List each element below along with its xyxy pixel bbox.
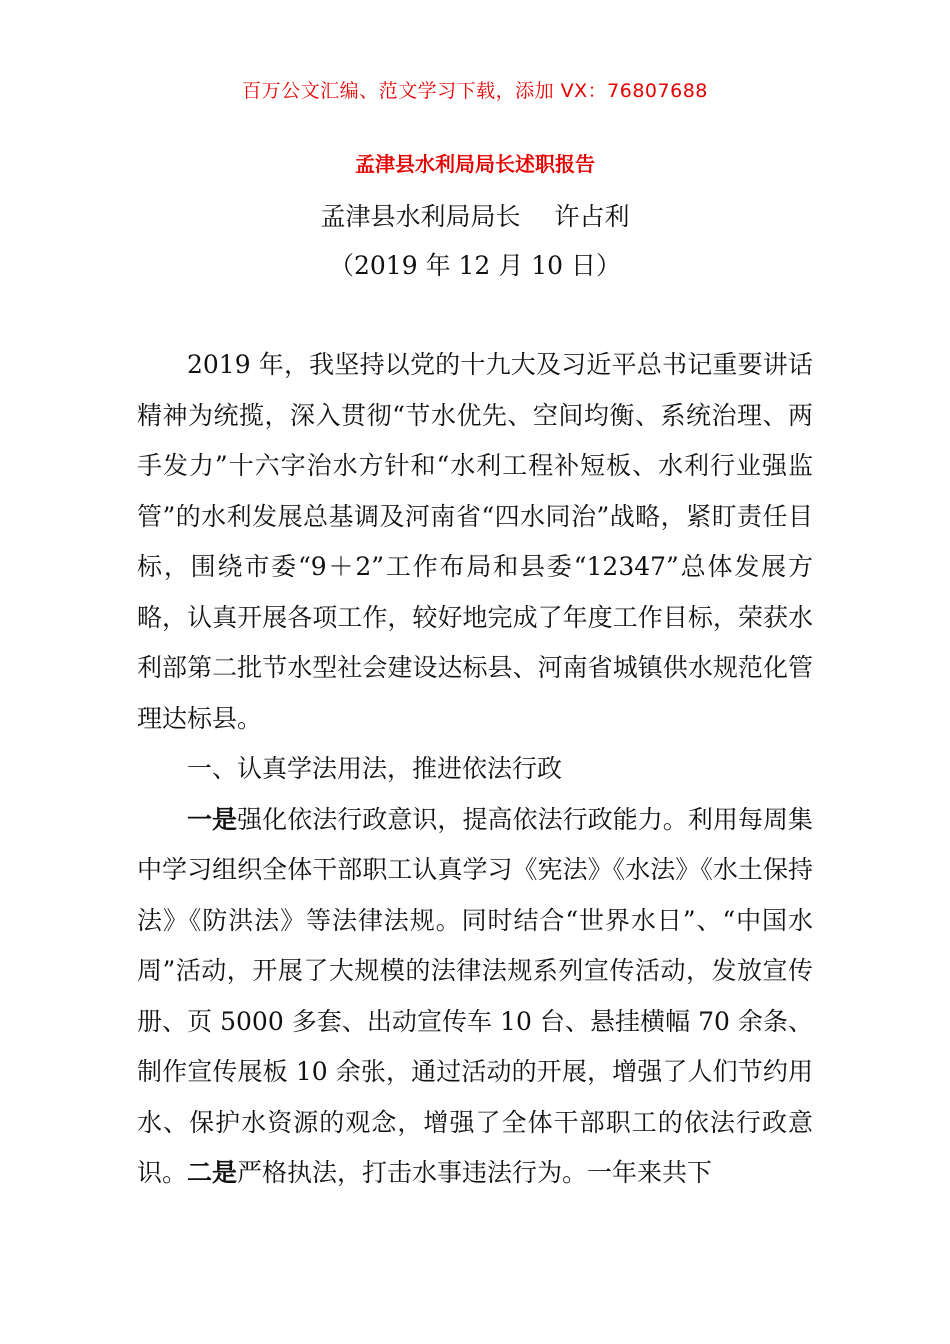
intro-paragraph: 2019 年，我坚持以党的十九大及习近平总书记重要讲话精神为统揽，深入贯彻“节水优先、空间均衡、系统治理、两手发力”十六字治水方针和“水利工程补短板、水利行业强监管”的水利发展总基调及河南省“四水同治”战略，紧盯责任目标，围绕市委“9＋2”工作布局和县委“12347”总体发展方略，认真开展各项工作，较好地完成了年度工作目标，荣获水利部第二批节水型社会建设达标县、河南省城镇供水规范化管理达标县。: [137, 350, 813, 733]
report-date: （2019 年 12 月 10 日）: [329, 251, 621, 280]
author-position: 孟津县水利局局长: [320, 202, 521, 231]
point-two-label: 二是: [187, 1158, 238, 1187]
point-one-text: 强化依法行政意识，提高依法行政能力。利用每周集中学习组织全体干部职工认真学习《宪法》《水法》《水土保持法》《防洪法》等法律法规。同时结合“世界水日”、“中国水周”活动，开展了大规模的法律法规系列宣传活动，发放宣传册、页 5000 多套、出动宣传车 10 台、悬挂横幅 70 余条、制作宣传展板 10 余张，通过活动的开展，增强了人们节约用水、保护水资源的观念，增强了全体干部职工的依法行政意识。: [137, 804, 813, 1187]
header-note: 百万公文汇编、范文学习下载，添加 VX：76807688: [242, 80, 708, 102]
author-name: 许占利: [554, 202, 630, 231]
body-text: [137, 340, 813, 1199]
point-two-text: 严格执法，打击水事违法行为。一年来共下: [237, 1158, 713, 1187]
point-one-label: 一是: [187, 804, 238, 834]
section-heading-1: 一、认真学法用法，推进依法行政: [187, 754, 563, 783]
author-line: [0, 197, 950, 233]
section-1-paragraph: [137, 795, 813, 1199]
document-title: 孟津县水利局局长述职报告: [355, 152, 595, 176]
